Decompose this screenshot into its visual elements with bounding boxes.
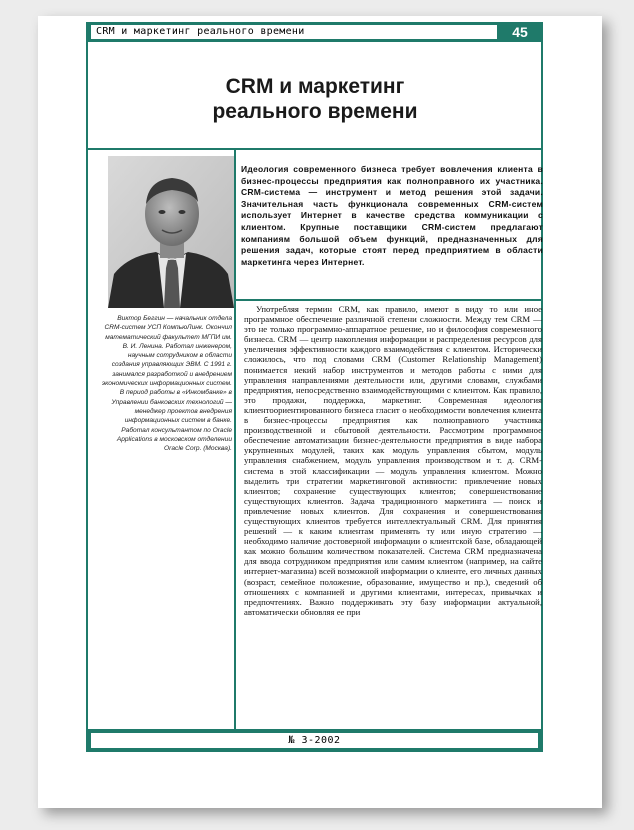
frame-title-divider [86,148,543,150]
frame-column-divider [234,148,236,729]
running-title: CRM и маркетинг реального времени [91,25,497,39]
title-line-2: реального времени [212,100,418,123]
running-header [86,22,543,42]
issue-number: № 3-2002 [91,733,538,748]
author-caption: Виктор Беггин — начальник отдела CRM-систем УСП КомпьюЛинк. Окончил математический факультет МГПИ им. В. И. Ленина. Работал инженером, научным сотрудником в области создания управляющих ЭВМ. С 1991 г. занимался разработкой и внедрением экономических информационных систем. В период работы в «Инкомбанке» в Управлении банковских технологий — менеджер проектов внедрения информационных систем в банке. Работал консультантом по Oracle Applications в московском отделении Oracle Corp. (Москва). [101,315,232,453]
article-lead: Идеология современного бизнеса требует вовлечения клиента в бизнес-процессы предприятия как полноправного их участника. CRM-система — инструмент и метод решения этой задачи. Значительная часть функционала современных CRM-систем использует Интернет в качестве средства коммуникации с клиентом. Крупные поставщики CRM-систем предлагают компаниям большой объем функций, предназначенных для решения задач, которые стоят перед предприятием в области маркетинга через Интернет. [241,164,543,267]
page-number: 45 [512,24,528,40]
footer-bar [86,729,543,752]
article-title [88,74,542,124]
magazine-page [38,16,602,808]
author-portrait-image [108,156,234,308]
frame-lead-divider [234,299,543,301]
article-body: Употребляя термин CRM, как правило, имеют в виду то или иное программное обеспечение различной степени сложности. Между тем CRM — это не только программно-аппаратное решение, но и философия современного бизнеса. CRM — центр накопления информации и распределения ресурсов для увеличения эффективности каждого взаимодействия с клиентом. Исторически сложилось, что под словами CRM (Customer Relationship Management) понимается некий набор инструментов и методов работы с ними для управления направлениями деятельности или, другими словами, службами предприятия, непосредственно взаимодействующими с клиентом. Как правило, это продажи, поддержка, маркетинг. Современная идеология клиентоориентированного бизнеса гласит о необходимости вовлечения клиента в бизнес-процессы предприятия как полноправного участника производственной и сбытовой деятельности. Рассмотрим программное обеспечение автоматизации бизнес-деятельности предприятия в виде набора укрупненных модулей, таких как модуль управления сбытом, модуль управления снабжением, модуль управления производством и т. д. CRM-система в этой классификации — модуль управления клиентом. Можно выделить три стратегии маркетинговой активности: привлечение новых клиентов; сохранение существующих клиентов; совершенствование существующих клиентов. Задача традиционного маркетинга — поиск и привлечение новых клиентов. Для сохранения и совершенствования существующих клиентов требуется интеллектуальный CRM. Для принятия решений — к каким клиентам применять ту или иную стратегию — необходимо наличие достоверной информации о клиентской базе, обладающей как можно большим количеством показателей. Система CRM предназначена для ввода сотрудником предприятия или самим клиентом (например, на сайте интернет-магазина) всей возможной информации о клиенте, его личных данных (возраст, семейное положение, образование, имущество и пр.), сведений об отношениях с компанией и другими клиентами, интересах, привычках и предпочтениях. Важно поддерживать эту базу информации актуальной, автоматически обновляя ее при [244,304,542,617]
title-line-1: CRM и маркетинг [225,75,405,98]
frame-left-line [86,42,88,729]
author-photo [108,156,234,308]
